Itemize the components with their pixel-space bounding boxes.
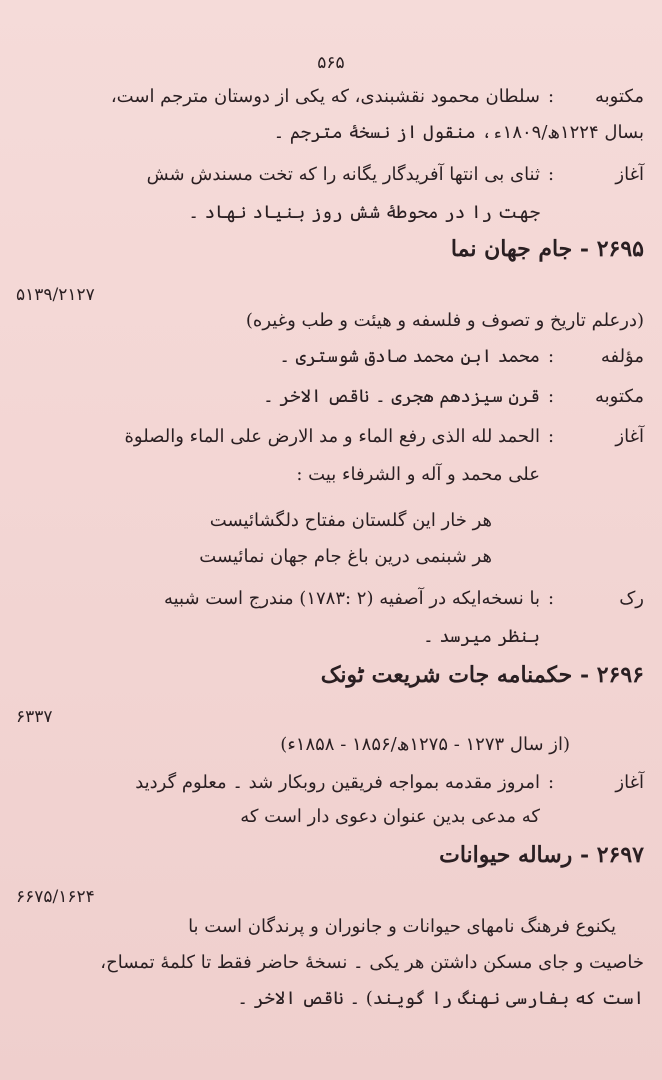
entry-2695-heading: ۲۶۹۵ - جام جهان نما — [450, 236, 644, 262]
entry-2697-desc-3: است که بفارسی نهنگ را گویند) ۔ ناقص الاخر ۔ — [237, 988, 644, 1009]
entry-2696-aghaz-label: آغاز — [615, 772, 644, 793]
colon: : — [547, 588, 555, 609]
prev-aghaz-label: آغاز — [615, 164, 644, 185]
colon: : — [547, 86, 555, 107]
prev-maktuba-line-2: بسال ۱۲۲۴ھ/۱۸۰۹ء، منقول از نسخهٔ مترجم ۔ — [273, 122, 644, 143]
prev-maktuba-label: مکتوبه — [595, 86, 644, 107]
entry-2695-moallef-line — [12, 344, 644, 370]
entry-2696-dates: (از سال ۱۲۷۳ - ۱۲۷۵ھ/۱۸۵۶ - ۱۸۵۸ء) — [280, 734, 570, 755]
prev-aghaz-line — [12, 162, 644, 188]
prev-maktuba-line — [12, 84, 644, 110]
page-number: ۵۶۵ — [317, 53, 345, 73]
entry-2695-aghaz-line-2: علی محمد و آله و الشرفاء بیت : — [296, 464, 540, 485]
entry-2695-moallef-text: محمد ابن محمد صادق شوستری ۔ — [279, 346, 540, 367]
entry-2695-moallef-label: مؤلفه — [600, 346, 644, 367]
entry-2696-aghaz-line-2: که مدعی بدین عنوان دعوی دار است که — [240, 806, 540, 827]
entry-2696-ref: ۶۳۳۷ — [16, 707, 53, 727]
entry-2695-rak-text: با نسخه‌ایکه در آصفیه (۲ :۱۷۸۳) مندرج است شبیه — [163, 588, 540, 609]
entry-2697-desc-2: خاصیت و جای مسکن داشتن هر یکی ۔ نسخهٔ حاضر فقط تا کلمهٔ تمساح، — [100, 952, 644, 973]
entry-2696-aghaz-line — [12, 770, 644, 796]
entry-2695-aghaz-line — [12, 424, 644, 450]
entry-2697-heading: ۲۶۹۷ - رساله حیوانات — [439, 842, 644, 868]
colon: : — [547, 346, 555, 367]
entry-2695-verse-2: هر شبنمی درین باغ جام جهان نمائیست — [199, 546, 492, 567]
prev-aghaz-text: ثنای بی انتها آفریدگار یگانه را که تخت مسندش شش — [146, 164, 540, 185]
colon: : — [547, 164, 555, 185]
entry-2695-rak-line-2: بنظر میرسد ۔ — [423, 626, 540, 647]
prev-maktuba-text: سلطان محمود نقشبندی، که یکی از دوستان مترجم است، — [110, 86, 540, 107]
entry-2697-ref: ۶۶۷۵/۱۶۲۴ — [16, 887, 95, 907]
entry-2695-maktuba-text: قرن سیزدهم هجری ۔ ناقص الاخر ۔ — [263, 386, 540, 407]
entry-2695-maktuba-line — [12, 384, 644, 410]
colon: : — [547, 386, 555, 407]
entry-2695-rak-label: رک — [619, 588, 644, 609]
entry-2697-desc-1: یکنوع فرهنگ نامهای حیوانات و جانوران و پرندگان است با — [188, 916, 616, 937]
entry-2695-aghaz-text: الحمد لله الذی رفع الماء و مد الارض علی الماء والصلوة — [124, 426, 540, 447]
entry-2696-heading: ۲۶۹۶ - حکمنامه جات شریعت ٹونک — [320, 662, 644, 688]
entry-2696-aghaz-text: امروز مقدمه بمواجه فریقین روبکار شد ۔ معلوم گردید — [135, 772, 540, 793]
entry-2695-rak-line — [12, 586, 644, 612]
prev-aghaz-line-2: جهت را در محوطهٔ شش روز بنیاد نهاد ۔ — [188, 202, 540, 223]
entry-2695-maktuba-label: مکتوبه — [595, 386, 644, 407]
colon: : — [547, 772, 555, 793]
colon: : — [547, 426, 555, 447]
entry-2695-aghaz-label: آغاز — [615, 426, 644, 447]
entry-2695-verse-1: هر خار این گلستان مفتاح دلگشائیست — [209, 510, 492, 531]
entry-2695-ref: ۵۱۳۹/۲۱۲۷ — [16, 285, 95, 305]
entry-2695-subject: (درعلم تاریخ و تصوف و فلسفه و هیئت و طب وغیره) — [245, 310, 644, 331]
